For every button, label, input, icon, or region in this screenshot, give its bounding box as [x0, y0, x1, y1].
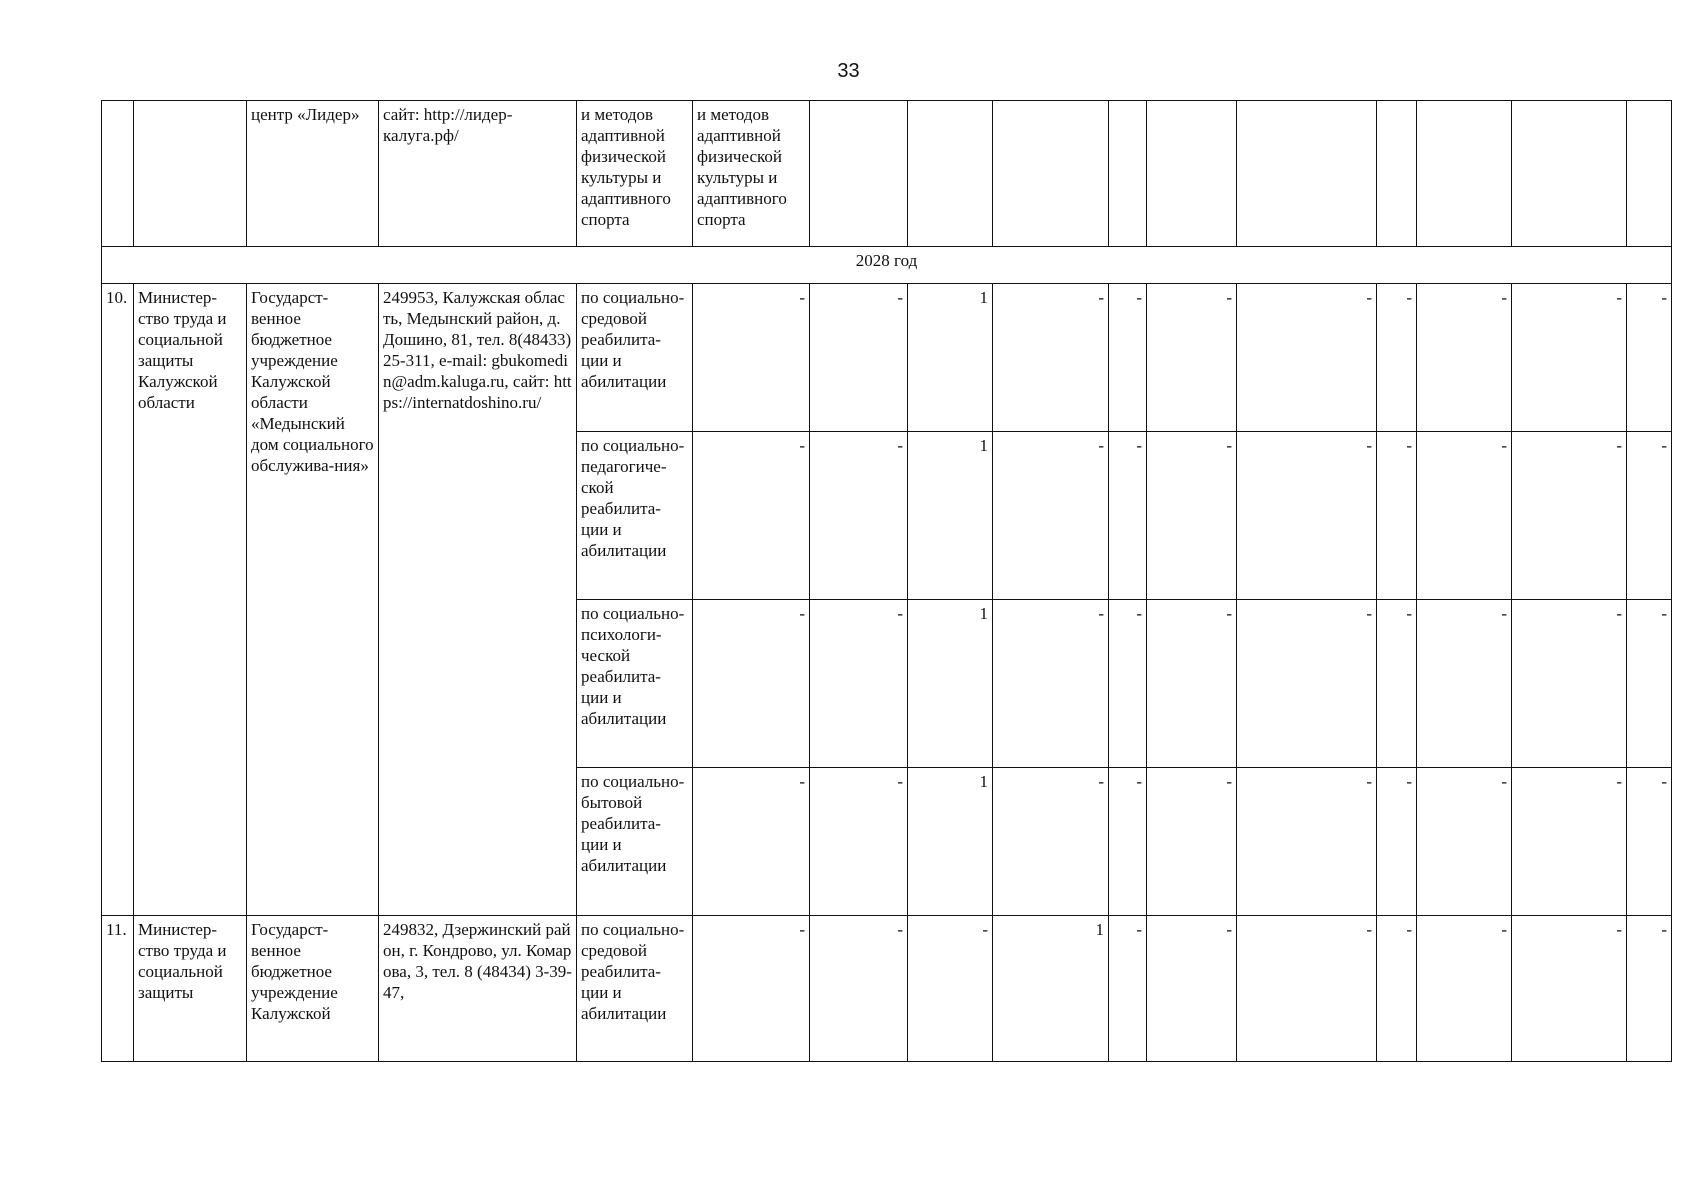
org-number: 10. [102, 284, 134, 916]
cell-empty [1627, 101, 1672, 247]
value-cell: - [1237, 432, 1377, 600]
value-cell: - [1237, 600, 1377, 768]
value-cell: - [1417, 600, 1512, 768]
cell-empty [1147, 101, 1237, 247]
value-cell: 1 [908, 600, 993, 768]
value-cell: - [1377, 600, 1417, 768]
service-direction: по социально-педагогиче-ской реабилита-ции и абилитации [577, 432, 693, 600]
value-cell: - [810, 916, 908, 1062]
year-header: 2028 год [102, 247, 1672, 284]
value-cell: - [1417, 432, 1512, 600]
value-cell: - [1377, 432, 1417, 600]
value-cell: - [810, 600, 908, 768]
value-cell: - [1147, 768, 1237, 916]
value-cell: - [1109, 768, 1147, 916]
value-cell: - [1417, 916, 1512, 1062]
cell-empty [993, 101, 1109, 247]
cell-empty [810, 101, 908, 247]
value-cell: - [1417, 284, 1512, 432]
value-cell: - [1627, 768, 1672, 916]
value-cell: - [908, 916, 993, 1062]
value-cell: - [1109, 284, 1147, 432]
org11-row-1 [102, 916, 1672, 1062]
value-cell: - [1377, 916, 1417, 1062]
cell-empty [1417, 101, 1512, 247]
value-cell: - [993, 768, 1109, 916]
value-cell: - [1512, 916, 1627, 1062]
value-cell: - [693, 432, 810, 600]
value-cell: - [1109, 916, 1147, 1062]
cell-ministry-empty [134, 101, 247, 247]
value-cell: - [810, 284, 908, 432]
service-direction: по социально-средовой реабилита-ции и абилитации [577, 916, 693, 1062]
value-cell: - [1237, 284, 1377, 432]
value-cell: - [693, 600, 810, 768]
value-cell: - [993, 432, 1109, 600]
cell-empty [1512, 101, 1627, 247]
services-table [101, 100, 1672, 1062]
value-cell: - [1237, 768, 1377, 916]
value-cell: - [1147, 284, 1237, 432]
cell-empty [1109, 101, 1147, 247]
value-cell: - [1147, 432, 1237, 600]
org-address: 249832, Дзержинский район, г. Кондрово, ул. Комарова, 3, тел. 8 (48434) 3-39-47, [379, 916, 577, 1062]
org-number: 11. [102, 916, 134, 1062]
value-cell: - [1627, 432, 1672, 600]
org-institution: Государст-венное бюджетное учреждение Калужской [247, 916, 379, 1062]
value-cell: - [693, 768, 810, 916]
value-cell: - [693, 284, 810, 432]
value-cell: 1 [993, 916, 1109, 1062]
value-cell: - [1377, 768, 1417, 916]
value-cell: - [993, 600, 1109, 768]
cell-direction-2: и методов адаптивной физической культуры и адаптивного спорта [693, 101, 810, 247]
value-cell: - [1109, 600, 1147, 768]
org-ministry: Министер-ство труда и социальной защиты [134, 916, 247, 1062]
cell-address: сайт: http://лидер-калуга.рф/ [379, 101, 577, 247]
value-cell: - [1627, 284, 1672, 432]
service-direction: по социально-психологи-ческой реабилита-ции и абилитации [577, 600, 693, 768]
year-header-row [102, 247, 1672, 284]
service-direction: по социально-бытовой реабилита-ции и абилитации [577, 768, 693, 916]
value-cell: - [1512, 768, 1627, 916]
value-cell: - [1377, 284, 1417, 432]
page-number: 33 [837, 60, 860, 82]
org10-row-1 [102, 284, 1672, 432]
value-cell: - [810, 768, 908, 916]
value-cell: - [810, 432, 908, 600]
continuation-row [102, 101, 1672, 247]
value-cell: - [1512, 600, 1627, 768]
org-address: 249953, Калужская область, Медынский район, д. Дошино, 81, тел. 8(48433) 25-311, e-mail: gbukomedin@adm.kaluga.ru, сайт: https://internatdoshino.ru/ [379, 284, 577, 916]
cell-direction-1: и методов адаптивной физической культуры и адаптивного спорта [577, 101, 693, 247]
org-ministry: Министер-ство труда и социальной защиты Калужской области [134, 284, 247, 916]
value-cell: - [1627, 600, 1672, 768]
cell-empty [908, 101, 993, 247]
value-cell: 1 [908, 284, 993, 432]
value-cell: - [1512, 284, 1627, 432]
value-cell: - [693, 916, 810, 1062]
org-institution: Государст-венное бюджетное учреждение Калужской области «Медынский дом социального обслужива-ния» [247, 284, 379, 916]
cell-empty [1237, 101, 1377, 247]
cell-institution: центр «Лидер» [247, 101, 379, 247]
value-cell: - [993, 284, 1109, 432]
value-cell: 1 [908, 768, 993, 916]
value-cell: - [1147, 916, 1237, 1062]
value-cell: - [1627, 916, 1672, 1062]
value-cell: 1 [908, 432, 993, 600]
value-cell: - [1512, 432, 1627, 600]
service-direction: по социально-средовой реабилита-ции и абилитации [577, 284, 693, 432]
cell-empty [1377, 101, 1417, 247]
value-cell: - [1109, 432, 1147, 600]
value-cell: - [1237, 916, 1377, 1062]
cell-num-empty [102, 101, 134, 247]
value-cell: - [1147, 600, 1237, 768]
value-cell: - [1417, 768, 1512, 916]
